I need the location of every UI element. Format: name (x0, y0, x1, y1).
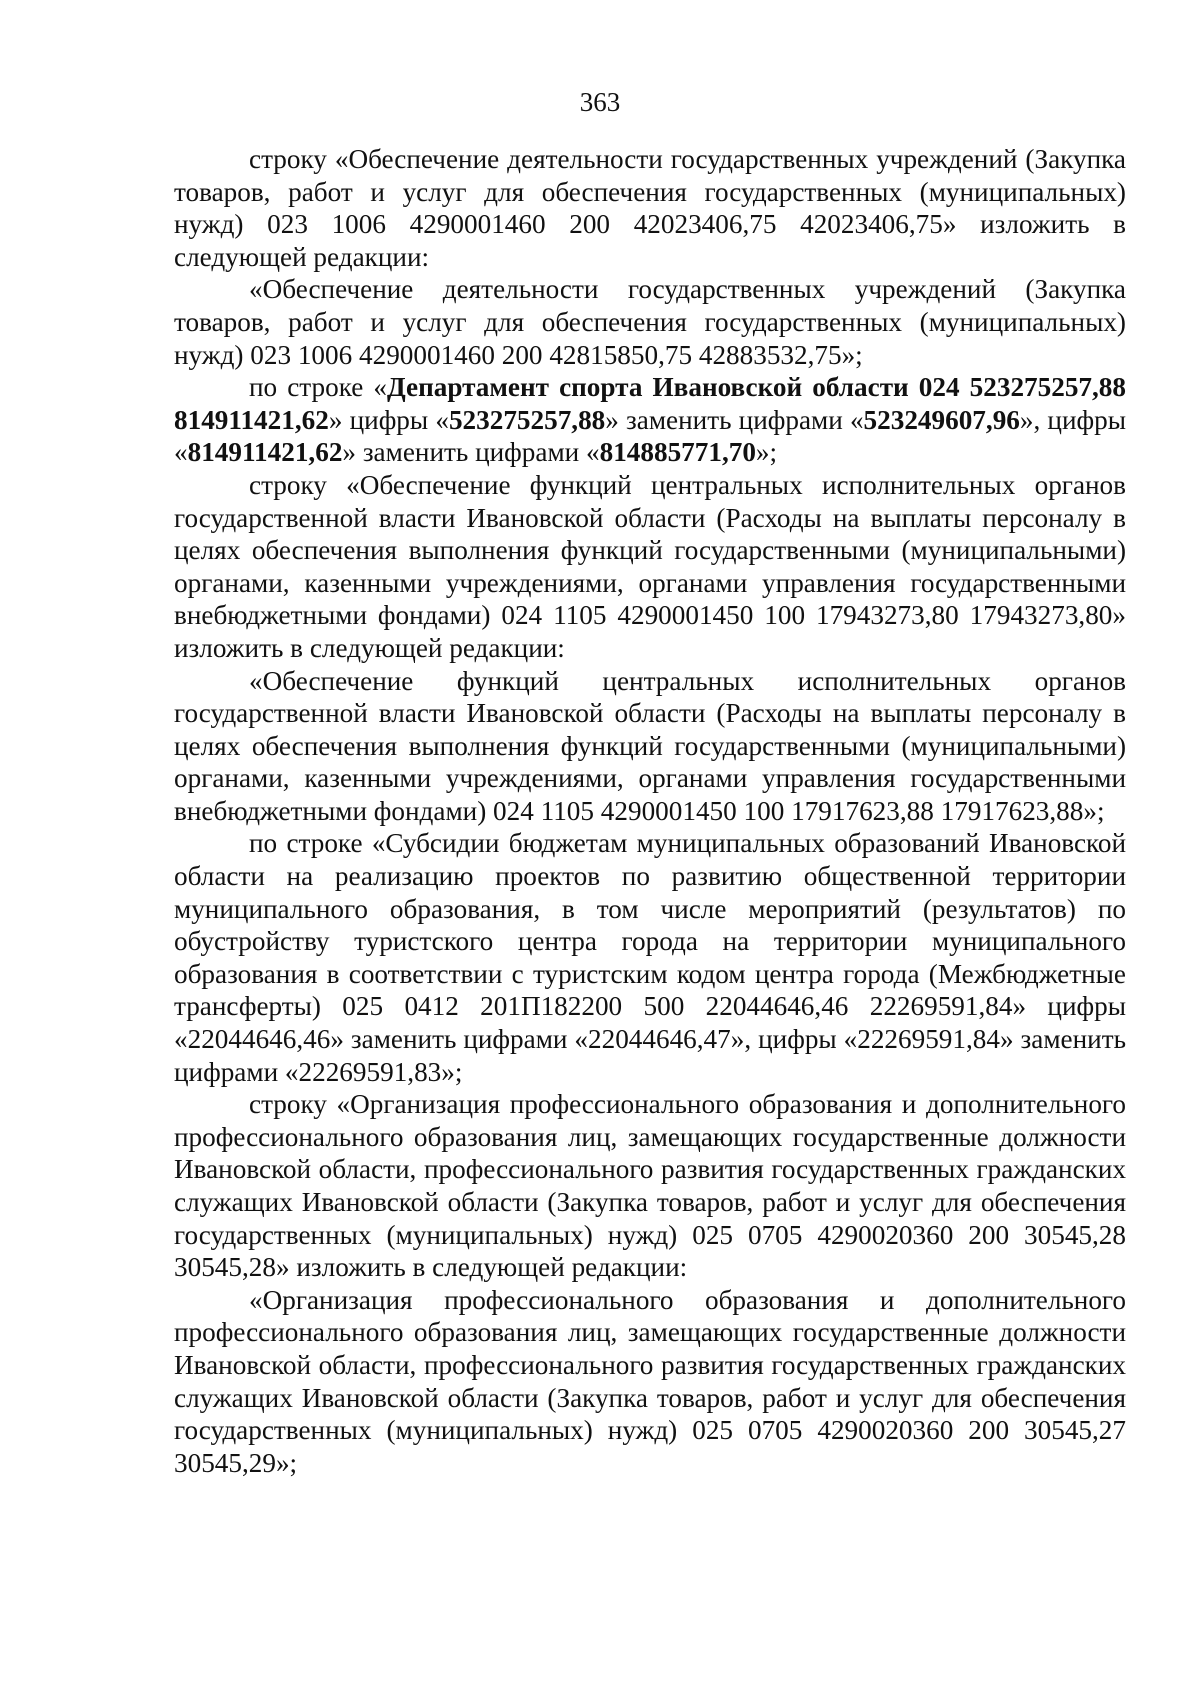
bold-text-segment: 814911421,62 (187, 437, 343, 468)
text-segment: по строке «Субсидии бюджетам муниципальных образований Ивановской области на реализацию проектов по развитию общественной территории муниципального образования, в том числе мероприятий (результатов) по обустройству туристского центра города на территории муниципального образования в соответствии с туристским кодом центра города (Межбюджетные трансферты) 025 0412 201П182200 500 22044646,46 22269591,84» цифры «22044646,46» заменить цифрами «22044646,47», цифры «22269591,84» заменить цифрами «22269591,83»; (174, 828, 1126, 1087)
text-segment: строку «Обеспечение функций центральных исполнительных органов государственной власти Ивановской области (Расходы на выплаты персоналу в целях обеспечения выполнения функций государственными (муниципальными) органами, казенными учреждениями, органами управления государственными внебюджетными фондами) 024 1105 4290001450 100 17943273,80 17943273,80» изложить в следующей редакции: (174, 469, 1126, 663)
paragraph (174, 371, 1126, 469)
paragraph (174, 665, 1126, 828)
text-segment: » заменить цифрами « (342, 437, 600, 468)
page-number: 363 (579, 87, 621, 117)
bold-text-segment: Департамент спорта Ивановской области 024 523275257,88 814911421,62 (174, 372, 1126, 435)
text-segment: »; (755, 437, 778, 468)
document-body (174, 143, 1126, 1479)
text-segment: » цифры « (328, 404, 449, 435)
bold-text-segment: 523275257,88 (448, 404, 606, 435)
text-segment: строку «Организация профессионального образования и дополнительного профессионального образования лиц, замещающих государственные должности Ивановской области, профессионального развития государственных гражданских служащих Ивановской области (Закупка товаров, работ и услуг для обеспечения государственных (муниципальных) нужд) 025 0705 4290020360 200 30545,28 30545,28» изложить в следующей редакции: (174, 1089, 1126, 1283)
bold-text-segment: 523249607,96 (863, 404, 1020, 435)
text-segment: «Обеспечение деятельности государственных учреждений (Закупка товаров, работ и услуг для обеспечения государственных (муниципальных) нужд) 023 1006 4290001460 200 42815850,75 42883532,75»; (174, 274, 1126, 370)
text-segment: «Обеспечение функций центральных исполнительных органов государственной власти Ивановской области (Расходы на выплаты персоналу в целях обеспечения выполнения функций государственными (муниципальными) органами, казенными учреждениями, органами управления государственными внебюджетными фондами) 024 1105 4290001450 100 17917623,88 17917623,88»; (174, 665, 1126, 826)
paragraph (174, 143, 1126, 273)
paragraph (174, 1284, 1126, 1480)
text-segment: », цифры « (174, 404, 1127, 468)
paragraph (174, 273, 1126, 371)
text-segment: по строке « (249, 372, 387, 403)
paragraph (174, 1088, 1126, 1284)
bold-text-segment: 814885771,70 (599, 437, 756, 468)
text-segment: строку «Обеспечение деятельности государственных учреждений (Закупка товаров, работ и услуг для обеспечения государственных (муниципальных) нужд) 023 1006 4290001460 200 42023406,75 42023406,75» изложить в следующей редакции: (174, 144, 1126, 272)
text-segment: » заменить цифрами « (605, 404, 864, 435)
text-segment: «Организация профессионального образования и дополнительного профессионального образования лиц, замещающих государственные должности Ивановской области, профессионального развития государственных гражданских служащих Ивановской области (Закупка товаров, работ и услуг для обеспечения государственных (муниципальных) нужд) 025 0705 4290020360 200 30545,27 30545,29»; (174, 1284, 1126, 1478)
paragraph (174, 469, 1126, 665)
paragraph (174, 827, 1126, 1088)
